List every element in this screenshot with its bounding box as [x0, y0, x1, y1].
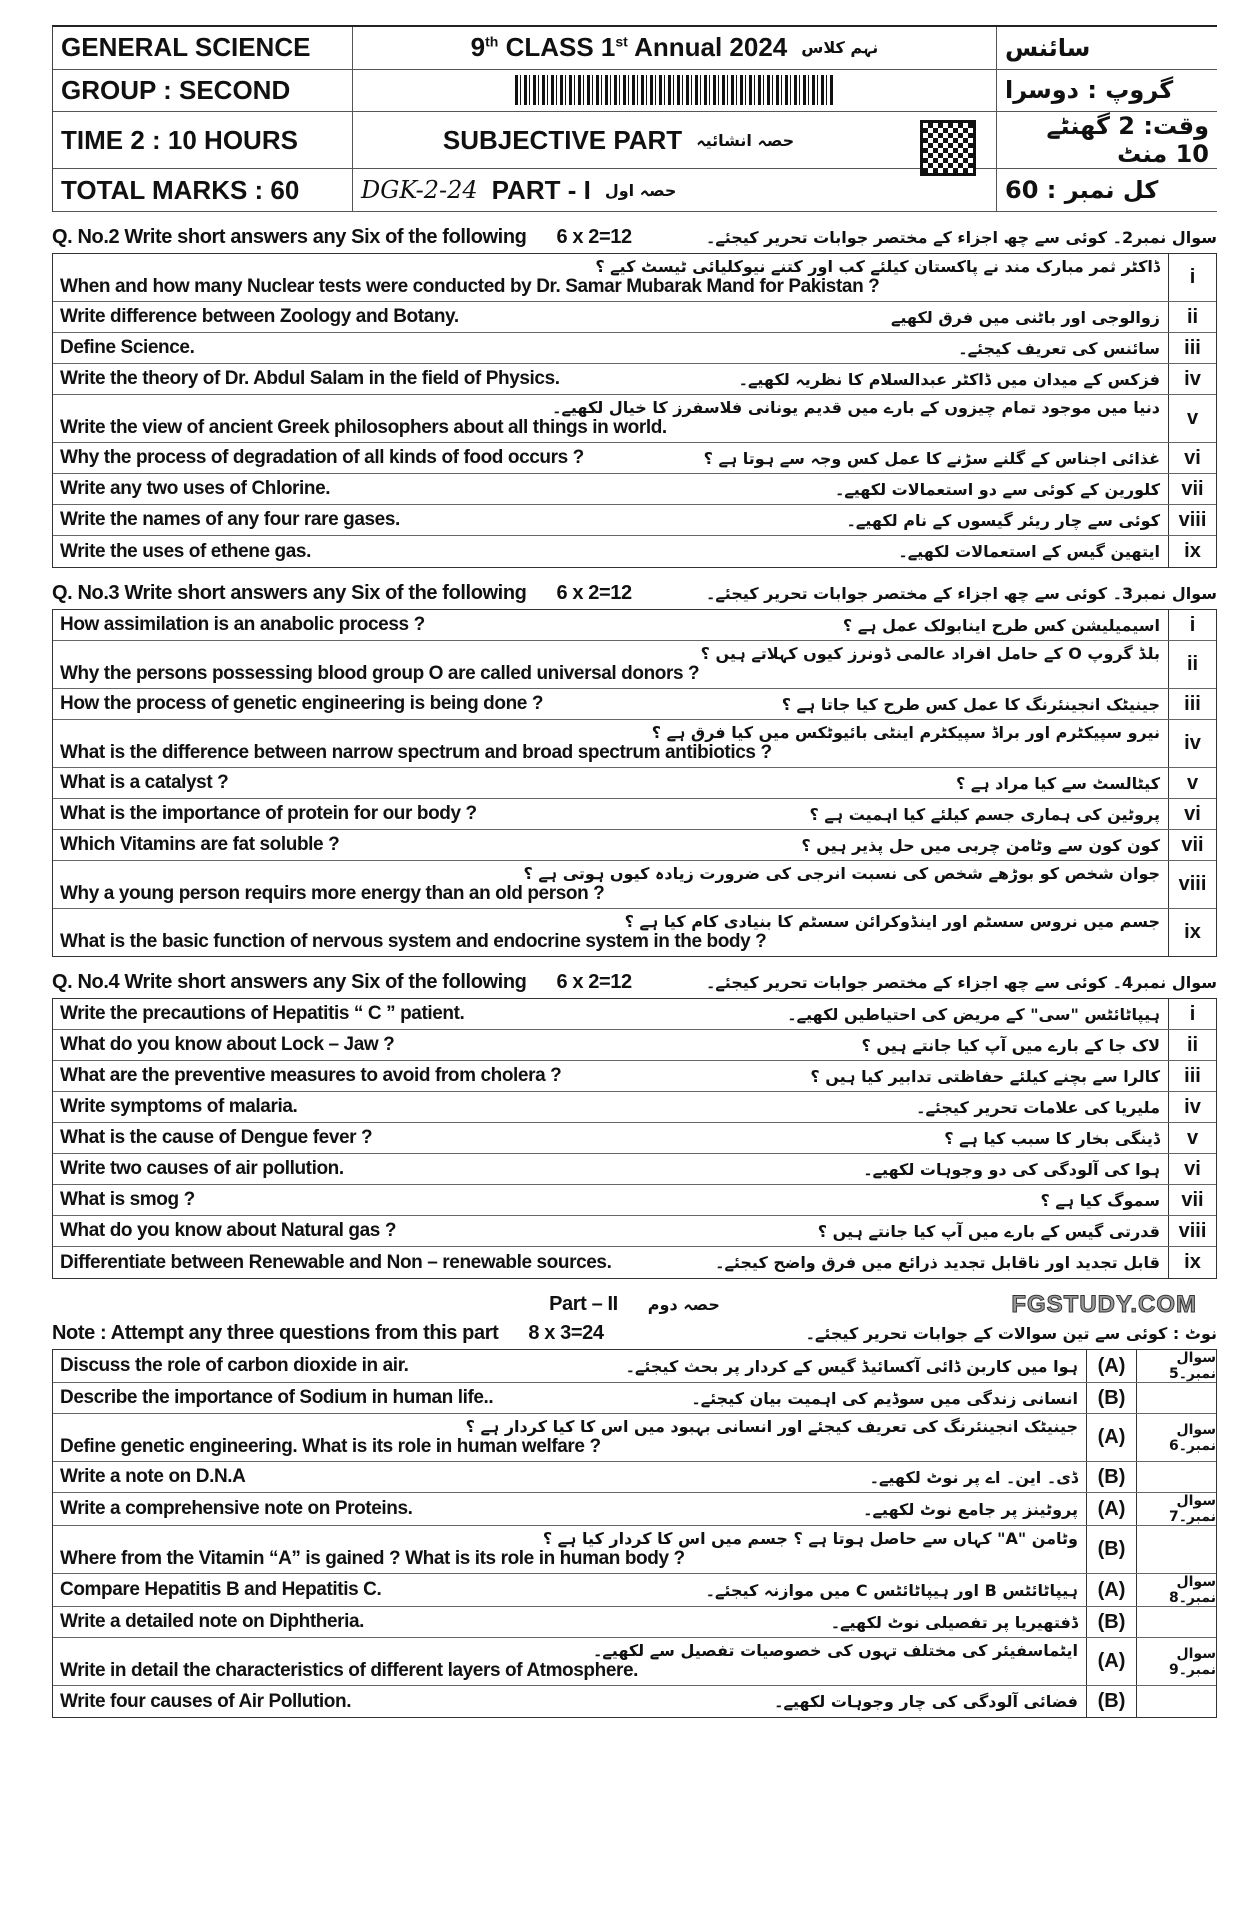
question-text-cell — [53, 641, 1168, 688]
question-row — [53, 364, 1216, 395]
question-text-cell — [53, 1350, 1086, 1382]
question-table — [52, 998, 1217, 1279]
question-urdu: انسانی زندگی میں سوڈیم کی اہمیت بیان کیجئے۔ — [691, 1388, 1078, 1408]
question-urdu: پروٹین کی ہماری جسم کیلئے کیا اہمیت ہے ؟ — [809, 804, 1160, 824]
question-text-cell — [53, 1526, 1086, 1573]
question-label-urdu — [1136, 1526, 1216, 1573]
question-label-urdu — [1136, 1607, 1216, 1637]
question-row — [53, 443, 1216, 474]
question-text-cell — [53, 799, 1168, 829]
question-urdu: زوالوجی اور باٹنی میں فرق لکھیے — [891, 307, 1160, 327]
subjective-part-urdu: حصہ انشائیہ — [696, 130, 795, 150]
question-text-cell — [53, 1030, 1168, 1060]
question-urdu: غذائی اجناس کے گلنے سڑنے کا عمل کس وجہ سے ہوتا ہے ؟ — [703, 448, 1160, 468]
question-urdu: لاک جا کے بارے میں آپ کیا جانتے ہیں ؟ — [861, 1035, 1160, 1055]
question-number: i — [1168, 610, 1216, 640]
question-english: Where from the Vitamin “A” is gained ? What is its role in human body ? — [60, 1548, 685, 1569]
question-text-cell — [53, 1247, 1168, 1278]
question-text-cell — [53, 909, 1168, 956]
question-text-cell — [53, 1185, 1168, 1215]
question-urdu: کون کون سے وٹامن چربی میں حل پذیر ہیں ؟ — [801, 835, 1160, 855]
question-english: Discuss the role of carbon dioxide in air. — [60, 1355, 409, 1376]
question-number: i — [1168, 999, 1216, 1029]
question-english: What are the preventive measures to avoid from cholera ? — [60, 1065, 562, 1086]
question-text-cell — [53, 254, 1168, 301]
question-row — [53, 1154, 1216, 1185]
question-row — [53, 720, 1216, 768]
group-urdu: گروپ : دوسرا — [997, 70, 1217, 113]
question-english: Define Science. — [60, 337, 195, 358]
time-urdu: وقت: 2 گھنٹے 10 منٹ — [997, 112, 1217, 169]
note-marks: 8 x 3=24 — [528, 1322, 604, 1344]
question-number: ii — [1168, 641, 1216, 688]
question-urdu: جینیٹک انجینئرنگ کا عمل کس طرح کیا جاتا ہے ؟ — [781, 694, 1160, 714]
question-text-cell — [53, 1061, 1168, 1091]
question-label-urdu — [1136, 1462, 1216, 1492]
question-number: iii — [1168, 689, 1216, 719]
question-urdu: سموگ کیا ہے ؟ — [1040, 1190, 1160, 1210]
question-english: What is the importance of protein for our body ? — [60, 803, 477, 824]
question-english: Write a note on D.N.A — [60, 1466, 246, 1487]
question-title: Q. No.4 Write short answers any Six of the following — [52, 971, 527, 993]
question-text-cell — [53, 861, 1168, 908]
long-question-row — [53, 1414, 1216, 1462]
question-text-cell — [53, 1686, 1086, 1717]
subject-urdu: سائنس — [997, 27, 1217, 70]
class-mid: CLASS 1 — [498, 32, 616, 63]
question-marks: 6 x 2=12 — [556, 971, 632, 993]
question-label-urdu — [1136, 1383, 1216, 1413]
part-cell — [353, 112, 997, 169]
long-question-row — [53, 1638, 1216, 1686]
question-urdu: ڈاکٹر ثمر مبارک مند نے پاکستان کیلئے کب اور کتنے نیوکلیائی ٹیسٹ کیے ؟ — [595, 257, 1160, 276]
question-text-cell — [53, 1092, 1168, 1122]
question-english: What do you know about Natural gas ? — [60, 1220, 397, 1241]
question-row — [53, 536, 1216, 567]
question-urdu: نیرو سپیکٹرم اور براڈ سپیکٹرم اینٹی بائیوٹکس میں کیا فرق ہے ؟ — [651, 723, 1160, 742]
question-label-urdu: سوال نمبر۔9 — [1136, 1638, 1216, 1685]
question-text-cell — [53, 1383, 1086, 1413]
question-label-urdu: سوال نمبر۔8 — [1136, 1574, 1216, 1606]
question-number: vi — [1168, 443, 1216, 473]
question-english: What is the difference between narrow spectrum and broad spectrum antibiotics ? — [60, 742, 772, 763]
question-number: vii — [1168, 1185, 1216, 1215]
question-row — [53, 302, 1216, 333]
subject-label: GENERAL SCIENCE — [53, 27, 353, 70]
question-part: (B) — [1086, 1462, 1136, 1492]
question-table — [52, 253, 1217, 568]
question-part: (B) — [1086, 1383, 1136, 1413]
question-english: How assimilation is an anabolic process ? — [60, 614, 425, 635]
question-part: (B) — [1086, 1686, 1136, 1717]
question-text-cell — [53, 1414, 1086, 1461]
question-row — [53, 333, 1216, 364]
question-english: Describe the importance of Sodium in human life.. — [60, 1387, 494, 1408]
question-part: (A) — [1086, 1350, 1136, 1382]
question-number: iv — [1168, 720, 1216, 767]
question-text-cell — [53, 333, 1168, 363]
question-row — [53, 799, 1216, 830]
long-question-row — [53, 1607, 1216, 1638]
long-question-row — [53, 1350, 1216, 1383]
question-urdu: پروٹینز پر جامع نوٹ لکھیے۔ — [863, 1499, 1078, 1519]
group-label: GROUP : SECOND — [53, 70, 353, 113]
question-row — [53, 641, 1216, 689]
part1-cell — [353, 169, 997, 212]
question-title: Q. No.3 Write short answers any Six of the following — [52, 582, 527, 604]
question-english: Write the uses of ethene gas. — [60, 540, 311, 562]
question-urdu: اسیمیلیشن کس طرح اینابولک عمل ہے ؟ — [842, 615, 1160, 635]
question-urdu: ڈی۔ این۔ اے پر نوٹ لکھیے۔ — [869, 1467, 1078, 1487]
question-urdu: جینیٹک انجینئرنگ کی تعریف کیجئے اور انسانی بہبود میں اس کا کیا کردار ہے ؟ — [465, 1417, 1078, 1436]
question-part: (B) — [1086, 1526, 1136, 1573]
question-title: Q. No.2 Write short answers any Six of the following — [52, 226, 527, 248]
question-row — [53, 999, 1216, 1030]
question-english: How the process of genetic engineering is being done ? — [60, 693, 544, 714]
question-urdu: کلورین کے کوئی سے دو استعمالات لکھیے۔ — [834, 479, 1160, 499]
question-title-urdu: سوال نمبر3۔ کوئی سے چھ اجزاء کے مختصر جوابات تحریر کیجئے۔ — [705, 584, 1217, 603]
question-english: Differentiate between Renewable and Non – renewable sources. — [60, 1251, 612, 1273]
question-number: vi — [1168, 1154, 1216, 1184]
question-urdu: دنیا میں موجود تمام چیزوں کے بارے میں قدیم یونانی فلاسفرز کا خیال لکھیے۔ — [552, 398, 1160, 417]
part2-label: Part – II — [549, 1293, 618, 1315]
question-text-cell — [53, 999, 1168, 1029]
question-row — [53, 1185, 1216, 1216]
exam-content — [52, 226, 1217, 1279]
question-title-urdu: سوال نمبر2۔ کوئی سے چھ اجزاء کے مختصر جوابات تحریر کیجئے۔ — [705, 228, 1217, 247]
question-urdu: ہوا کی آلودگی کی دو وجوہات لکھیے۔ — [863, 1159, 1160, 1179]
question-text-cell — [53, 610, 1168, 640]
long-question-row — [53, 1493, 1216, 1526]
question-row — [53, 689, 1216, 720]
class-number: 9 — [470, 32, 486, 63]
question-urdu: بلڈ گروپ O کے حامل افراد عالمی ڈونرز کیوں کہلاتے ہیں ؟ — [700, 644, 1160, 663]
note-urdu: نوٹ : کوئی سے تین سوالات کے جوابات تحریر کیجئے۔ — [805, 1324, 1217, 1343]
watermark: FGSTUDY.COM — [1011, 1290, 1197, 1318]
question-part: (A) — [1086, 1493, 1136, 1525]
question-english: Write symptoms of malaria. — [60, 1096, 298, 1117]
question-text-cell — [53, 536, 1168, 567]
class-title — [353, 27, 997, 70]
barcode-cell — [353, 70, 997, 113]
question-urdu: ملیریا کی علامات تحریر کیجئے۔ — [916, 1097, 1160, 1117]
question-english: What do you know about Lock – Jaw ? — [60, 1034, 395, 1055]
long-question-row — [53, 1574, 1216, 1607]
question-urdu: فزکس کے میدان میں ڈاکٹر عبدالسلام کا نظریہ لکھیے۔ — [738, 369, 1160, 389]
class-title-text — [471, 32, 788, 63]
question-english: Write a comprehensive note on Proteins. — [60, 1498, 413, 1519]
annual-label: Annual 2024 — [627, 32, 788, 63]
question-number: vii — [1168, 830, 1216, 860]
question-urdu: ہوا میں کاربن ڈائی آکسائیڈ گیس کے کردار پر بحث کیجئے۔ — [625, 1356, 1078, 1376]
question-english: Write a detailed note on Diphtheria. — [60, 1611, 365, 1632]
class-urdu: نہم کلاس — [801, 38, 879, 58]
question-urdu: جسم میں نروس سسٹم اور اینڈوکرائن سسٹم کا بنیادی کام کیا ہے ؟ — [624, 912, 1160, 931]
total-marks-label: TOTAL MARKS : 60 — [53, 169, 353, 212]
question-marks: 6 x 2=12 — [556, 226, 632, 248]
question-urdu: فضائی آلودگی کی چار وجوہات لکھیے۔ — [774, 1692, 1078, 1711]
question-row — [53, 1247, 1216, 1278]
question-english: Write any two uses of Chlorine. — [60, 478, 331, 499]
question-urdu: قابل تجدید اور ناقابل تجدید ذرائع میں فرق واضح کیجئے۔ — [715, 1253, 1160, 1272]
question-heading — [52, 226, 1217, 249]
question-text-cell — [53, 1216, 1168, 1246]
question-label-urdu — [1136, 1686, 1216, 1717]
question-row — [53, 254, 1216, 302]
question-part: (A) — [1086, 1574, 1136, 1606]
question-text-cell — [53, 1493, 1086, 1525]
long-question-row — [53, 1383, 1216, 1414]
question-row — [53, 1216, 1216, 1247]
question-marks: 6 x 2=12 — [556, 582, 632, 604]
question-label-urdu: سوال نمبر۔5 — [1136, 1350, 1216, 1382]
question-english: Write the names of any four rare gases. — [60, 509, 400, 530]
question-number: vi — [1168, 799, 1216, 829]
question-heading — [52, 582, 1217, 605]
question-number: v — [1168, 768, 1216, 798]
part2-note — [52, 1322, 1217, 1345]
question-number: viii — [1168, 505, 1216, 535]
question-english: Which Vitamins are fat soluble ? — [60, 834, 340, 855]
question-urdu: ہیپاٹائٹس "سی" کے مریض کی احتیاطیں لکھیے۔ — [787, 1004, 1160, 1024]
question-english: What is the basic function of nervous system and endocrine system in the body ? — [60, 931, 767, 952]
question-english: Write four causes of Air Pollution. — [60, 1690, 352, 1712]
question-row — [53, 1092, 1216, 1123]
question-english: What is the cause of Dengue fever ? — [60, 1127, 373, 1148]
question-number: ii — [1168, 302, 1216, 332]
question-part: (A) — [1086, 1638, 1136, 1685]
question-row — [53, 1123, 1216, 1154]
question-text-cell — [53, 1607, 1086, 1637]
question-number: ix — [1168, 909, 1216, 956]
question-text-cell — [53, 830, 1168, 860]
question-english: Write the view of ancient Greek philosophers about all things in world. — [60, 417, 667, 438]
question-row — [53, 861, 1216, 909]
question-text-cell — [53, 1123, 1168, 1153]
part2-title — [52, 1290, 1217, 1318]
question-number: iv — [1168, 364, 1216, 394]
qr-code-icon — [920, 120, 976, 176]
question-urdu: ہیپاٹائٹس B اور ہیپاٹائٹس C میں موازنہ کیجئے۔ — [705, 1580, 1078, 1600]
question-row — [53, 768, 1216, 799]
question-part: (A) — [1086, 1414, 1136, 1461]
part1-label: PART - I — [491, 174, 591, 205]
subjective-part-label: SUBJECTIVE PART — [442, 124, 683, 155]
class-sup: th — [485, 33, 499, 50]
question-table — [52, 609, 1217, 957]
question-urdu: کوئی سے چار ریئر گیسوں کے نام لکھیے۔ — [846, 510, 1160, 530]
question-text-cell — [53, 1574, 1086, 1606]
question-text-cell — [53, 302, 1168, 332]
question-english: Define genetic engineering. What is its role in human welfare ? — [60, 1436, 601, 1457]
question-text-cell — [53, 395, 1168, 442]
question-english: Write the theory of Dr. Abdul Salam in the field of Physics. — [60, 368, 560, 389]
question-text-cell — [53, 443, 1168, 473]
question-text-cell — [53, 474, 1168, 504]
question-text-cell — [53, 505, 1168, 535]
total-marks-urdu: کل نمبر : 60 — [997, 169, 1217, 212]
question-text-cell — [53, 1154, 1168, 1184]
question-english: Why the persons possessing blood group O are called universal donors ? — [60, 663, 700, 684]
question-row — [53, 1061, 1216, 1092]
note-text: Note : Attempt any three questions from this part — [52, 1322, 499, 1344]
question-urdu: ڈینگی بخار کا سبب کیا ہے ؟ — [944, 1128, 1160, 1148]
question-row — [53, 395, 1216, 443]
question-number: ii — [1168, 1030, 1216, 1060]
question-english: Why a young person requirs more energy than an old person ? — [60, 883, 605, 904]
question-label-urdu: سوال نمبر۔6 — [1136, 1414, 1216, 1461]
question-number: viii — [1168, 1216, 1216, 1246]
question-urdu: کالرا سے بچنے کیلئے حفاظتی تدابیر کیا ہیں ؟ — [810, 1066, 1160, 1086]
question-english: Write difference between Zoology and Botany. — [60, 306, 459, 327]
question-row — [53, 1030, 1216, 1061]
question-row — [53, 474, 1216, 505]
question-urdu: جوان شخص کو بوڑھے شخص کی نسبت انرجی کی ضرورت زیادہ کیوں ہوتی ہے ؟ — [523, 864, 1160, 883]
long-question-row — [53, 1686, 1216, 1717]
question-number: vii — [1168, 474, 1216, 504]
question-text-cell — [53, 720, 1168, 767]
question-number: ix — [1168, 1247, 1216, 1278]
question-title-urdu: سوال نمبر4۔ کوئی سے چھ اجزاء کے مختصر جوابات تحریر کیجئے۔ — [705, 973, 1217, 992]
question-number: i — [1168, 254, 1216, 301]
question-urdu: ایٹماسفیئر کی مختلف تہوں کی خصوصیات تفصیل سے لکھیے۔ — [593, 1641, 1078, 1660]
question-english: What is smog ? — [60, 1189, 195, 1210]
question-number: iii — [1168, 333, 1216, 363]
question-row — [53, 610, 1216, 641]
question-number: ix — [1168, 536, 1216, 567]
handwritten-code: DGK-2-24 — [361, 176, 478, 205]
question-heading — [52, 971, 1217, 994]
question-english: Why the process of degradation of all kinds of food occurs ? — [60, 447, 584, 468]
question-text-cell — [53, 689, 1168, 719]
question-part: (B) — [1086, 1607, 1136, 1637]
question-text-cell — [53, 364, 1168, 394]
question-text-cell — [53, 1462, 1086, 1492]
question-urdu: وٹامن "A" کہاں سے حاصل ہوتا ہے ؟ جسم میں اس کا کردار کیا ہے ؟ — [542, 1529, 1078, 1548]
question-english: What is a catalyst ? — [60, 772, 229, 793]
question-number: v — [1168, 1123, 1216, 1153]
question-number: iv — [1168, 1092, 1216, 1122]
question-text-cell — [53, 768, 1168, 798]
question-english: Write the precautions of Hepatitis “ C ” patient. — [60, 1003, 465, 1024]
part2-table — [52, 1349, 1217, 1718]
question-english: Compare Hepatitis B and Hepatitis C. — [60, 1579, 382, 1600]
part2-urdu: حصہ دوم — [647, 1295, 720, 1314]
barcode-icon — [515, 75, 835, 105]
question-urdu: سائنس کی تعریف کیجئے۔ — [958, 338, 1160, 358]
question-urdu: ڈفتھیریا پر تفصیلی نوٹ لکھیے۔ — [830, 1612, 1078, 1632]
long-question-row — [53, 1462, 1216, 1493]
question-urdu: کیٹالسٹ سے کیا مراد ہے ؟ — [956, 773, 1160, 793]
question-urdu: قدرتی گیس کے بارے میں آپ کیا جانتے ہیں ؟ — [817, 1221, 1160, 1241]
annual-sup: st — [615, 33, 628, 50]
question-row — [53, 909, 1216, 956]
question-number: v — [1168, 395, 1216, 442]
question-label-urdu: سوال نمبر۔7 — [1136, 1493, 1216, 1525]
question-number: iii — [1168, 1061, 1216, 1091]
question-row — [53, 830, 1216, 861]
question-row — [53, 505, 1216, 536]
question-text-cell — [53, 1638, 1086, 1685]
question-english: When and how many Nuclear tests were conducted by Dr. Samar Mubarak Mand for Pakistan ? — [60, 276, 880, 297]
question-english: Write in detail the characteristics of different layers of Atmosphere. — [60, 1660, 639, 1681]
question-number: viii — [1168, 861, 1216, 908]
part1-urdu: حصہ اول — [604, 180, 677, 200]
question-english: Write two causes of air pollution. — [60, 1158, 344, 1179]
time-label: TIME 2 : 10 HOURS — [53, 112, 353, 169]
exam-header — [52, 25, 1217, 212]
question-urdu: ایتھین گیس کے استعمالات لکھیے۔ — [898, 542, 1160, 561]
long-question-row — [53, 1526, 1216, 1574]
